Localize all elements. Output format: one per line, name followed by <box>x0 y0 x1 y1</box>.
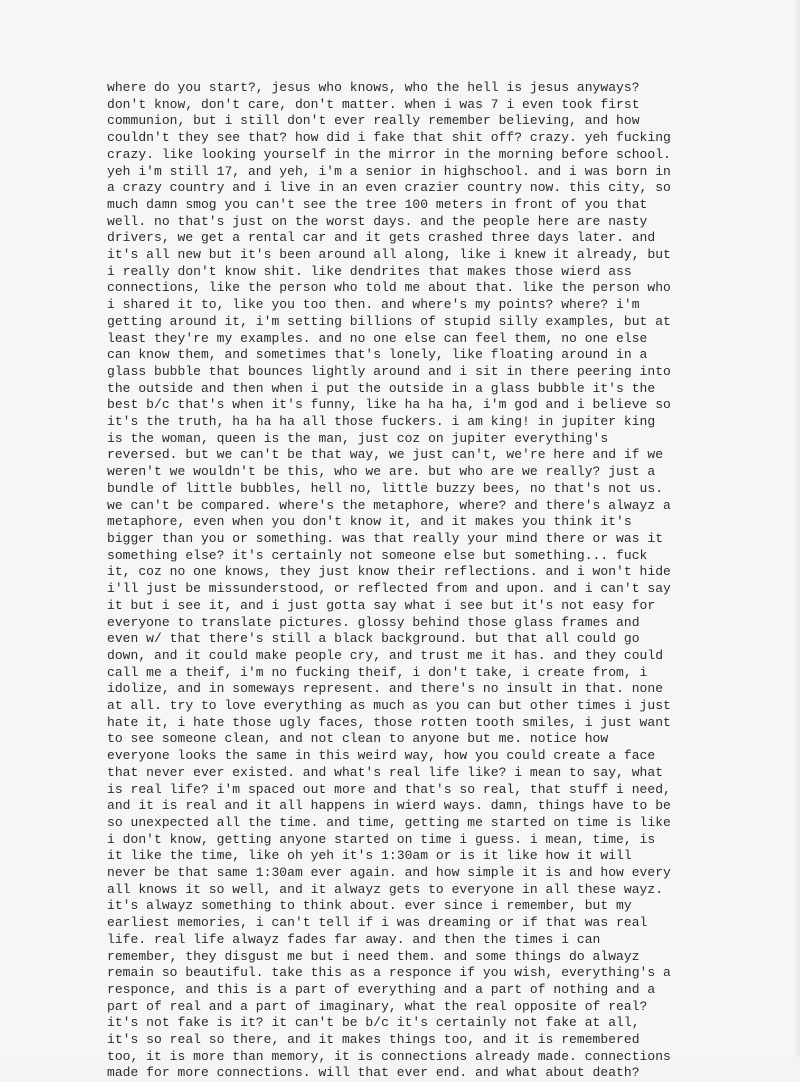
text-line: remain so beautiful. take this as a responce if you wish, everything's a <box>107 965 671 981</box>
text-line: reversed. but we can't be that way, we just can't, we're here and if we <box>107 447 664 463</box>
text-line: bigger than you or something. was that really your mind there or was it <box>107 530 664 546</box>
text-line: least they're my examples. and no one else can feel them, no one else <box>107 330 648 346</box>
text-line: metaphore, even when you don't know it, and it makes you think it's <box>107 514 632 530</box>
text-line: i don't know, getting anyone started on time i guess. i mean, time, is <box>107 831 656 847</box>
text-line: it's the truth, ha ha ha all those fuckers. i am king! in jupiter king <box>107 414 656 430</box>
text-line: it but i see it, and i just gotta say what i see but it's not easy for <box>107 597 656 613</box>
text-line: hate it, i hate those ugly faces, those rotten tooth smiles, i just want <box>107 714 671 730</box>
text-line: so unexpected all the time. and time, getting me started on time is like <box>107 814 671 830</box>
text-line: well. no that's just on the worst days. and the people here are nasty <box>107 213 648 229</box>
text-line: is real life? i'm spaced out more and that's so real, that stuff i need, <box>107 781 671 797</box>
text-line: i shared it to, like you too then. and where's my points? where? i'm <box>107 297 640 313</box>
text-line: something else? it's certainly not someone else but something... fuck <box>107 547 648 563</box>
scan-shadow-edge <box>794 0 800 1057</box>
text-line: don't know, don't care, don't matter. when i was 7 i even took first <box>107 96 640 112</box>
text-line: crazy. like looking yourself in the mirror in the morning before school. <box>107 146 671 162</box>
text-line: bundle of little bubbles, hell no, little buzzy bees, no that's not us. <box>107 480 664 496</box>
text-line: it's so real so there, and it makes things too, and it is remembered <box>107 1032 640 1048</box>
text-line: yeh i'm still 17, and yeh, i'm a senior in highschool. and i was born in <box>107 163 671 179</box>
text-line: connections, like the person who told me about that. like the person who <box>107 280 671 296</box>
text-line: is the woman, queen is the man, just coz on jupiter everything's <box>107 430 609 446</box>
text-line: getting around it, i'm setting billions of stupid silly examples, but at <box>107 313 671 329</box>
text-line: part of real and a part of imaginary, what the real opposite of real? <box>107 998 648 1014</box>
text-line: weren't we wouldn't be this, who we are. but who are we really? just a <box>107 464 656 480</box>
text-line: communion, but i still don't ever really remember believing, and how <box>107 113 640 129</box>
text-line: made for more connections. will that ever end. and what about death? <box>107 1065 640 1081</box>
text-line: where do you start?, jesus who knows, who the hell is jesus anyways? <box>107 80 640 95</box>
text-line: i'll just be missunderstood, or reflected from and upon. and i can't say <box>107 581 671 597</box>
text-line: idolize, and in someways represent. and there's no insult in that. none <box>107 681 664 697</box>
text-line: i really don't know shit. like dendrites that makes those wierd ass <box>107 263 632 279</box>
text-line: earliest memories, i can't tell if i was dreaming or if that was real <box>107 915 648 931</box>
text-line: remember, they disgust me but i need them. and some things do alwayz <box>107 948 640 964</box>
text-line: life. real life alwayz fades far away. and then the times i can <box>107 931 601 947</box>
text-line: it's not fake is it? it can't be b/c it's certainly not fake at all, <box>107 1015 640 1031</box>
text-line: can know them, and sometimes that's lonely, like floating around in a <box>107 347 648 363</box>
text-line: glass bubble that bounces lightly around and i sit in there peering into <box>107 363 671 379</box>
text-line: it's alwayz something to think about. ever since i remember, but my <box>107 898 632 914</box>
text-line: at all. try to love everything as much as you can but other times i just <box>107 698 671 714</box>
text-line: call me a theif, i'm no fucking theif, i don't take, i create from, i <box>107 664 648 680</box>
text-line: never be that same 1:30am ever again. and how simple it is and how every <box>107 865 671 881</box>
typed-text-block <box>107 80 707 1082</box>
text-line: much damn smog you can't see the tree 100 meters in front of you that <box>107 196 648 212</box>
text-line: a crazy country and i live in an even crazier country now. this city, so <box>107 180 671 196</box>
text-line: responce, and this is a part of everything and a part of nothing and a <box>107 981 656 997</box>
text-line: everyone looks the same in this weird way, how you could create a face <box>107 748 656 764</box>
text-line: everyone to translate pictures. glossy behind those glass frames and <box>107 614 640 630</box>
text-line: it like the time, like oh yeh it's 1:30am or is it like how it will <box>107 848 632 864</box>
text-line: it, coz no one knows, they just know their reflections. and i won't hide <box>107 564 671 580</box>
text-line: to see someone clean, and not clean to anyone but me. notice how <box>107 731 609 747</box>
text-line: that never ever existed. and what's real life like? i mean to say, what <box>107 764 664 780</box>
text-line: couldn't they see that? how did i fake that shit off? crazy. yeh fucking <box>107 130 671 146</box>
text-line: even w/ that there's still a black background. but that all could go <box>107 631 640 647</box>
text-line: the outside and then when i put the outside in a glass bubble it's the <box>107 380 656 396</box>
text-line: too, it is more than memory, it is connections already made. connections <box>107 1048 671 1064</box>
text-line: we can't be compared. where's the metaphore, where? and there's alwayz a <box>107 497 671 513</box>
text-line: it's all new but it's been around all along, like i knew it already, but <box>107 247 671 263</box>
text-line: down, and it could make people cry, and trust me it has. and they could <box>107 647 664 663</box>
text-line: all knows it so well, and it alwayz gets to everyone in all these wayz. <box>107 881 664 897</box>
text-line: and it is real and it all happens in wierd ways. damn, things have to be <box>107 798 671 814</box>
text-line: drivers, we get a rental car and it gets crashed three days later. and <box>107 230 656 246</box>
text-line: best b/c that's when it's funny, like ha ha ha, i'm god and i believe so <box>107 397 671 413</box>
